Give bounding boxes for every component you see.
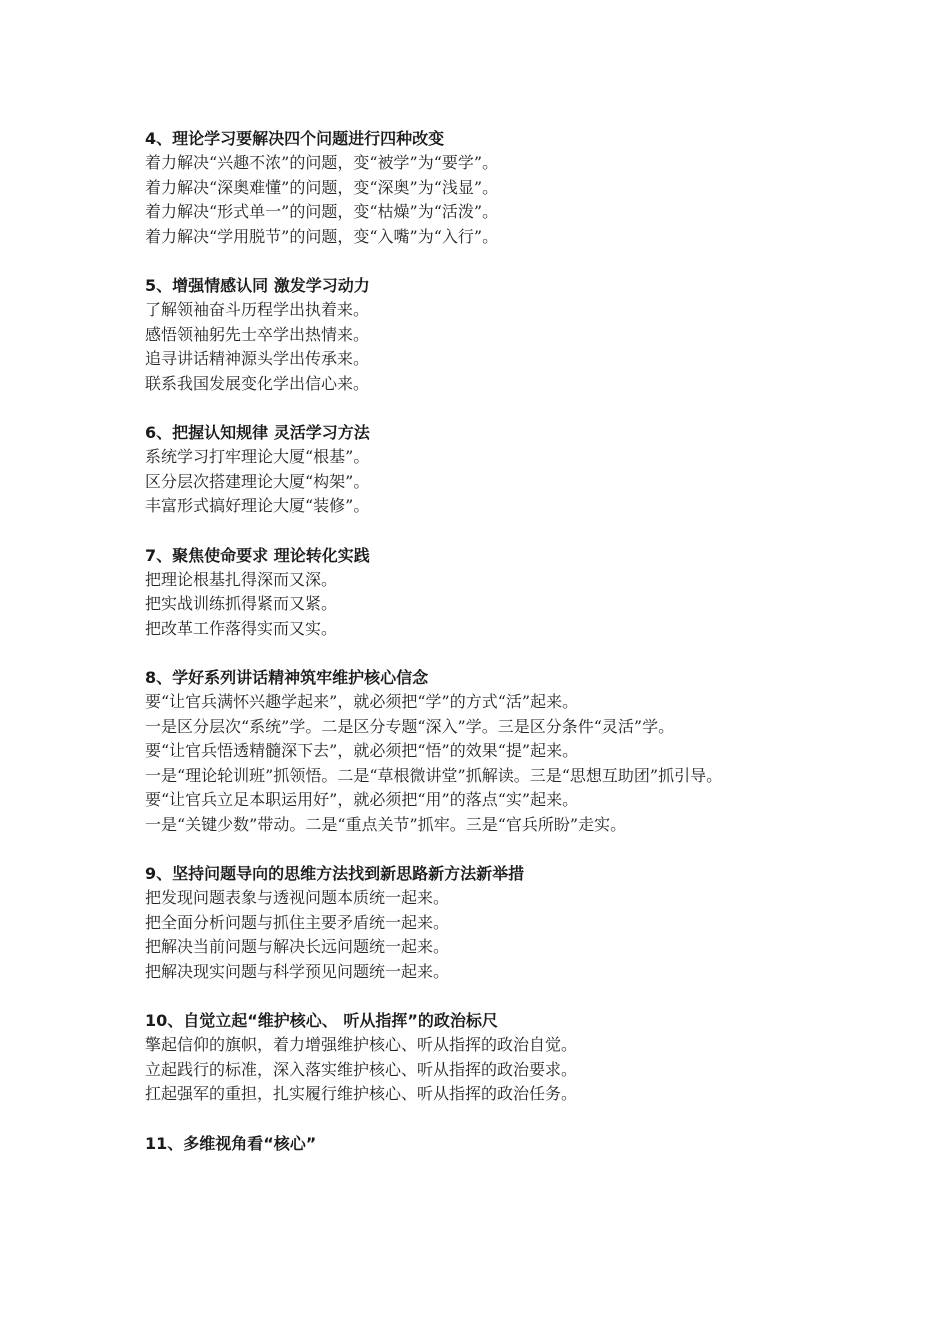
section-8 bbox=[145, 665, 815, 837]
section-line: 把理论根基扎得深而又深。 bbox=[145, 569, 338, 589]
section-line: 一是“理论轮训班”抓领悟。二是“草根微讲堂”抓解读。三是“思想互助团”抓引导。 bbox=[145, 765, 723, 785]
section-line: 立起践行的标准，深入落实维护核心、听从指挥的政治要求。 bbox=[145, 1059, 578, 1079]
section-6 bbox=[145, 420, 815, 519]
section-heading: 6、把握认知规律 灵活学习方法 bbox=[145, 423, 370, 442]
section-line: 系统学习打牢理论大厦“根基”。 bbox=[145, 447, 370, 466]
section-line: 着力解决“兴趣不浓”的问题，变“被学”为“要学”。 bbox=[145, 153, 499, 172]
section-heading: 9、坚持问题导向的思维方法找到新思路新方法新举措 bbox=[145, 864, 525, 883]
section-line: 一是区分层次“系统”学。二是区分专题“深入”学。三是区分条件“灵活”学。 bbox=[145, 716, 675, 736]
section-heading: 4、理论学习要解决四个问题进行四种改变 bbox=[145, 129, 445, 148]
section-line: 把发现问题表象与透视问题本质统一起来。 bbox=[145, 888, 450, 907]
section-line: 丰富形式搞好理论大厦“装修”。 bbox=[145, 496, 370, 515]
section-4 bbox=[145, 126, 815, 249]
section-heading: 8、学好系列讲话精神筑牢维护核心信念 bbox=[145, 668, 429, 687]
section-line: 把解决当前问题与解决长远问题统一起来。 bbox=[145, 937, 450, 956]
section-5 bbox=[145, 273, 815, 396]
section-heading: 5、增强情感认同 激发学习动力 bbox=[145, 276, 370, 295]
section-line: 擎起信仰的旗帜，着力增强维护核心、听从指挥的政治自觉。 bbox=[145, 1035, 578, 1054]
section-line: 着力解决“学用脱节”的问题，变“入嘴”为“入行”。 bbox=[145, 226, 499, 246]
section-line: 感悟领袖躬先士卒学出热情来。 bbox=[145, 324, 370, 344]
section-line: 把实战训练抓得紧而又紧。 bbox=[145, 594, 338, 613]
section-7 bbox=[145, 543, 815, 642]
section-line: 扛起强军的重担，扎实履行维护核心、听从指挥的政治任务。 bbox=[145, 1084, 578, 1103]
section-line: 要“让官兵立足本职运用好”，就必须把“用”的落点“实”起来。 bbox=[145, 790, 579, 809]
section-line: 着力解决“深奥难懂”的问题，变“深奥”为“浅显”。 bbox=[145, 177, 499, 197]
section-10 bbox=[145, 1008, 815, 1107]
section-11 bbox=[145, 1131, 815, 1156]
section-line: 把全面分析问题与抓住主要矛盾统一起来。 bbox=[145, 912, 450, 932]
section-line: 联系我国发展变化学出信心来。 bbox=[145, 373, 370, 393]
section-heading: 7、聚焦使命要求 理论转化实践 bbox=[145, 545, 370, 565]
section-line: 了解领袖奋斗历程学出执着来。 bbox=[145, 300, 370, 319]
document-page bbox=[145, 126, 815, 1180]
section-line: 着力解决“形式单一”的问题，变“枯燥”为“活泼”。 bbox=[145, 202, 499, 221]
section-heading: 10、自觉立起“维护核心、 听从指挥”的政治标尺 bbox=[145, 1011, 498, 1030]
section-heading: 11、多维视角看“核心” bbox=[145, 1133, 317, 1153]
section-line: 要“让官兵悟透精髓深下去”，就必须把“悟”的效果“提”起来。 bbox=[145, 741, 579, 760]
section-9 bbox=[145, 861, 815, 984]
section-line: 追寻讲话精神源头学出传承来。 bbox=[145, 349, 370, 368]
section-line: 一是“关键少数”带动。二是“重点关节”抓牢。三是“官兵所盼”走实。 bbox=[145, 814, 627, 834]
section-line: 把解决现实问题与科学预见问题统一起来。 bbox=[145, 961, 450, 981]
section-line: 把改革工作落得实而又实。 bbox=[145, 618, 338, 638]
section-line: 区分层次搭建理论大厦“构架”。 bbox=[145, 471, 370, 491]
section-line: 要“让官兵满怀兴趣学起来”，就必须把“学”的方式“活”起来。 bbox=[145, 692, 579, 711]
